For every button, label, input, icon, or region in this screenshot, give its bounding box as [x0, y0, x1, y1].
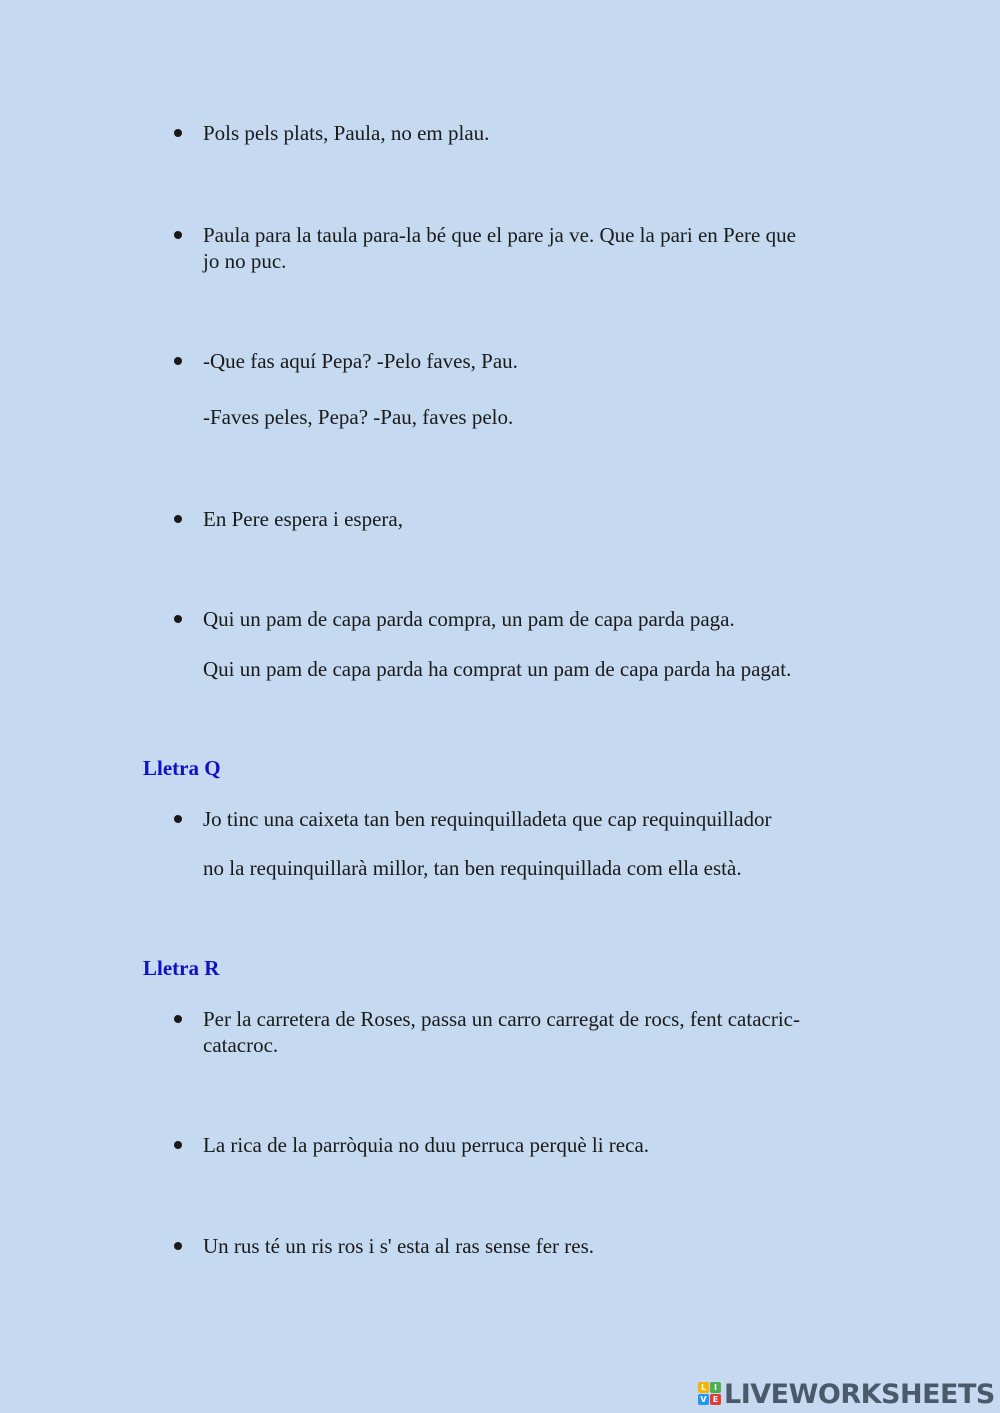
bullet-dot: [174, 615, 182, 623]
bullet-dot: [174, 1015, 182, 1023]
item-line: Qui un pam de capa parda compra, un pam de capa parda paga.: [203, 607, 735, 631]
liveworksheets-logo[interactable]: [698, 1380, 995, 1408]
item-line: La rica de la parròquia no duu perruca perquè li reca.: [203, 1133, 650, 1157]
item-line: Pols pels plats, Paula, no em plau.: [203, 121, 490, 145]
item-line: Paula para la taula para-la bé que el pare ja ve. Que la pari en Pere que: [203, 223, 796, 247]
section-heading: Lletra R: [143, 956, 220, 980]
liveworksheets-logo-icon: [698, 1382, 722, 1406]
bullet-dot: [174, 129, 182, 137]
item-line: En Pere espera i espera,: [203, 507, 403, 531]
bullet-dot: [174, 231, 182, 239]
logo-icon-v: V: [698, 1394, 709, 1405]
logo-text: LIVEWORKSHEETS: [724, 1378, 995, 1410]
bullet-dot: [174, 815, 182, 823]
section-heading: Lletra Q: [143, 756, 221, 780]
bullet-dot: [174, 515, 182, 523]
item-line: no la requinquillarà millor, tan ben requinquillada com ella està.: [203, 856, 742, 880]
item-line: -Faves peles, Pepa? -Pau, faves pelo.: [203, 405, 514, 429]
bullet-dot: [174, 357, 182, 365]
logo-icon-e: E: [710, 1394, 721, 1405]
item-line: Un rus té un ris ros i s' esta al ras sense fer res.: [203, 1234, 595, 1258]
logo-icon-l: L: [698, 1382, 709, 1393]
logo-icon-i: I: [710, 1382, 721, 1393]
item-line: Per la carretera de Roses, passa un carro carregat de rocs, fent catacric-: [203, 1007, 800, 1031]
item-line: Qui un pam de capa parda ha comprat un pam de capa parda ha pagat.: [203, 657, 792, 681]
item-line: -Que fas aquí Pepa? -Pelo faves, Pau.: [203, 349, 518, 373]
item-line: jo no puc.: [203, 249, 287, 273]
bullet-dot: [174, 1141, 182, 1149]
item-line: Jo tinc una caixeta tan ben requinquilladeta que cap requinquillador: [203, 807, 772, 831]
item-line: catacroc.: [203, 1033, 279, 1057]
bullet-dot: [174, 1242, 182, 1250]
